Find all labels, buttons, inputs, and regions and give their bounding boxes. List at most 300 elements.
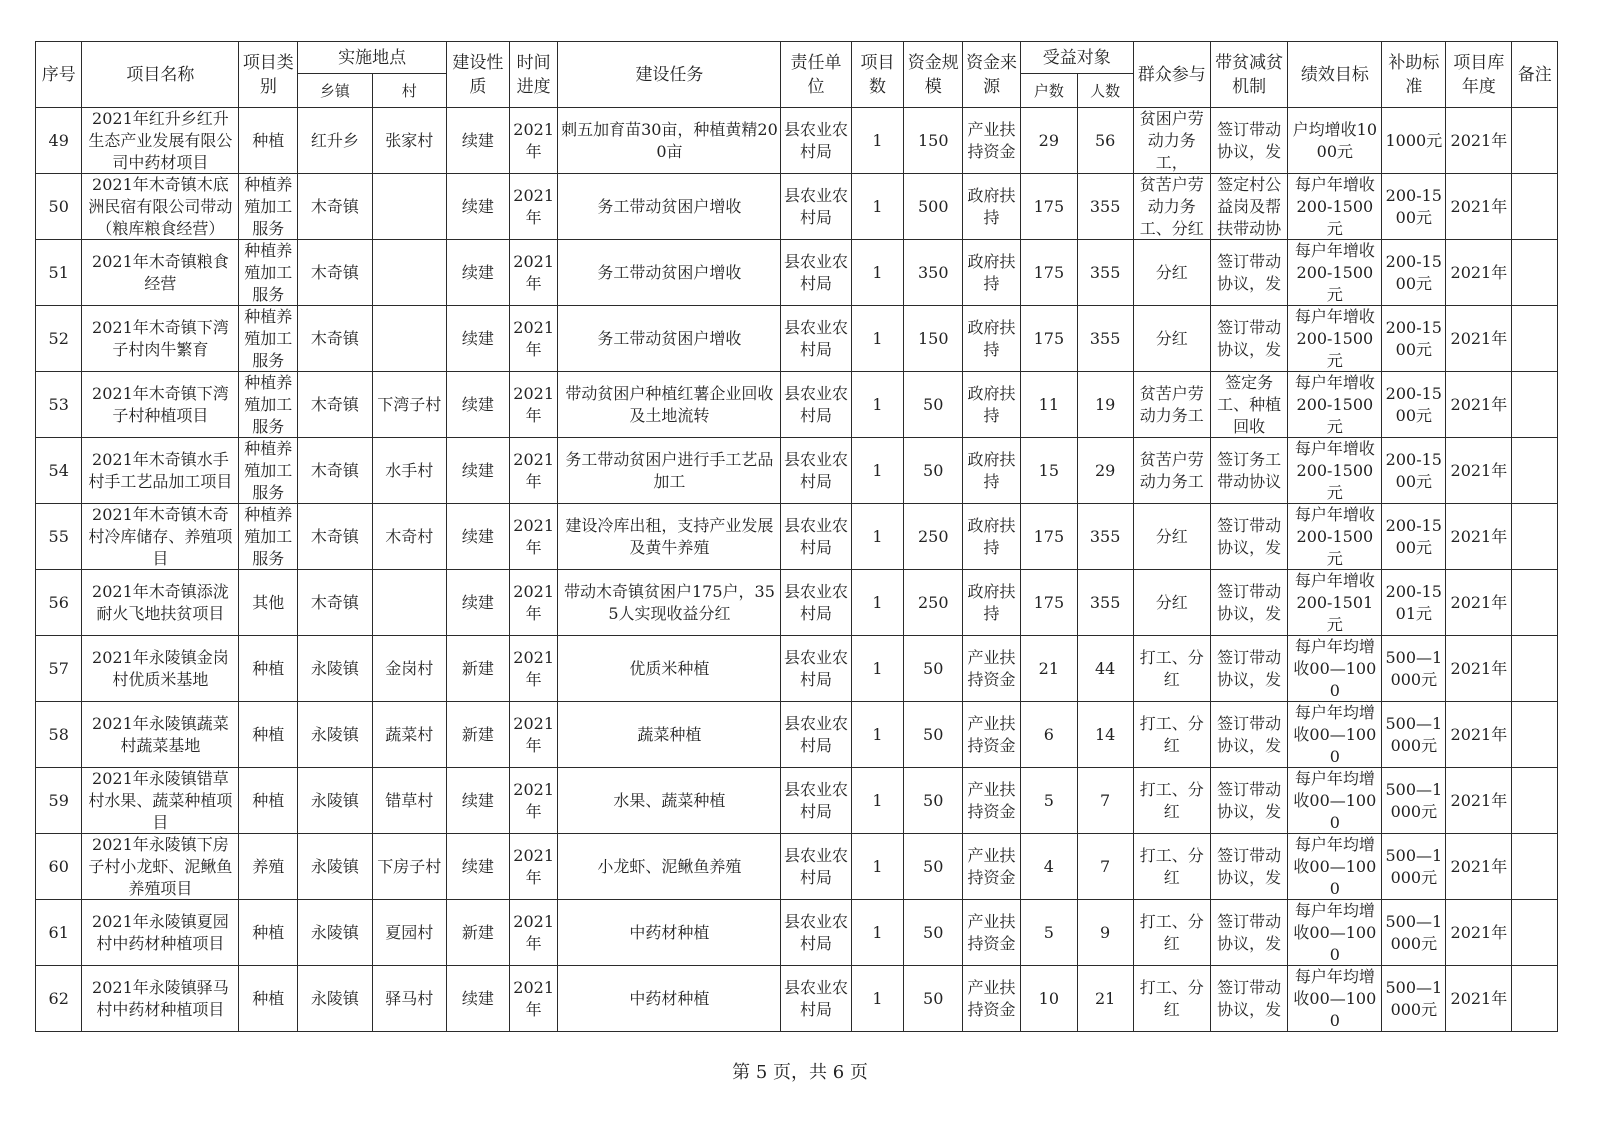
- cell-mechanism-text: 签订带动协议，发: [1217, 515, 1282, 557]
- cell-subsidy-text: 500—1000元: [1385, 911, 1443, 953]
- cell-mechanism-text: 签订带动协议，发: [1217, 911, 1282, 953]
- cell-subsidy-text: 200-1500元: [1385, 383, 1442, 425]
- cell-households: [1020, 570, 1077, 636]
- cell-year: [1446, 108, 1512, 174]
- cell-unit: [781, 240, 851, 306]
- cell-task-text: 建设冷库出租，支持产业发展及黄牛养殖: [565, 515, 774, 557]
- cell-participation-text: 打工、分红: [1139, 713, 1204, 755]
- cell-category: [239, 702, 298, 768]
- cell-task: [558, 966, 781, 1032]
- cell-village: [372, 174, 446, 240]
- cell-category-text: 种植: [252, 988, 285, 1008]
- table-row: [36, 900, 1558, 966]
- cell-nature: [446, 306, 509, 372]
- cell-category-text: 种植: [252, 130, 285, 150]
- cell-mechanism: [1210, 768, 1287, 834]
- cell-source-text: 产业扶持资金: [967, 713, 1016, 755]
- cell-people: [1077, 702, 1133, 768]
- cell-people: [1077, 636, 1133, 702]
- cell-nature-text: 新建: [461, 922, 494, 942]
- cell-seq: [36, 240, 82, 306]
- cell-source-text: 产业扶持资金: [967, 911, 1016, 953]
- cell-task-text: 刺五加育苗30亩，种植黄精200亩: [561, 119, 778, 161]
- cell-village: [372, 306, 446, 372]
- cell-remark: [1512, 900, 1558, 966]
- cell-people: [1077, 900, 1133, 966]
- cell-name-text: 2021年永陵镇金岗村优质米基地: [92, 647, 229, 689]
- cell-task-text: 优质米种植: [629, 658, 710, 678]
- cell-goal: [1288, 240, 1382, 306]
- cell-subsidy: [1382, 636, 1446, 702]
- cell-goal: [1288, 504, 1382, 570]
- cell-nature-text: 续建: [461, 328, 494, 348]
- cell-subsidy-text: 1000元: [1385, 130, 1443, 150]
- cell-goal-text: 每户年增收200-1500元: [1294, 241, 1375, 304]
- cell-people: [1077, 834, 1133, 900]
- cell-goal-text: 每户年增收200-1500元: [1294, 373, 1375, 436]
- cell-unit-text: 县农业农村局: [784, 185, 849, 227]
- cell-year-text: 2021年: [1450, 130, 1508, 150]
- header-remark: 备注: [1512, 42, 1558, 108]
- cell-remark: [1512, 834, 1558, 900]
- header-subsidy: 补助标准: [1382, 42, 1446, 108]
- cell-households-text: 6: [1043, 724, 1054, 744]
- cell-subsidy: [1382, 504, 1446, 570]
- cell-remark: [1512, 966, 1558, 1032]
- cell-unit-text: 县农业农村局: [784, 317, 849, 359]
- cell-source-text: 产业扶持资金: [967, 845, 1016, 887]
- cell-name-text: 2021年木奇镇木底洲民宿有限公司带动（粮库粮食经营）: [88, 175, 233, 238]
- cell-people: [1077, 768, 1133, 834]
- cell-source: [963, 438, 1021, 504]
- cell-town-text: 永陵镇: [310, 922, 359, 942]
- cell-name-text: 2021年木奇镇下湾子村种植项目: [92, 383, 229, 425]
- cell-task: [558, 108, 781, 174]
- cell-unit: [781, 438, 851, 504]
- cell-goal-text: 每户年均增收00—1000: [1293, 835, 1377, 898]
- cell-people-text: 9: [1100, 922, 1111, 942]
- cell-subsidy-text: 500—1000元: [1385, 713, 1443, 755]
- cell-goal-text: 每户年增收200-1500元: [1294, 175, 1375, 238]
- cell-village: [372, 438, 446, 504]
- cell-participation-text: 分红: [1155, 328, 1188, 348]
- cell-participation: [1133, 306, 1210, 372]
- cell-town-text: 永陵镇: [310, 988, 359, 1008]
- cell-households: [1020, 240, 1077, 306]
- cell-unit: [781, 702, 851, 768]
- cell-nature: [446, 768, 509, 834]
- cell-year-text: 2021年: [1450, 394, 1508, 414]
- cell-village-text: 夏园村: [385, 922, 434, 942]
- cell-participation: [1133, 768, 1210, 834]
- cell-schedule: [509, 306, 558, 372]
- cell-count-text: 1: [872, 592, 883, 612]
- cell-seq-text: 53: [48, 394, 69, 414]
- cell-participation: [1133, 900, 1210, 966]
- cell-count-text: 1: [872, 658, 883, 678]
- cell-nature: [446, 108, 509, 174]
- cell-village-text: 错草村: [385, 790, 434, 810]
- cell-nature: [446, 702, 509, 768]
- cell-seq: [36, 966, 82, 1032]
- cell-nature-text: 续建: [461, 394, 494, 414]
- cell-name: [82, 306, 239, 372]
- cell-source: [963, 174, 1021, 240]
- cell-subsidy-text: 200-1500元: [1385, 251, 1442, 293]
- cell-year: [1446, 768, 1512, 834]
- cell-nature-text: 续建: [461, 262, 494, 282]
- cell-town: [298, 702, 372, 768]
- cell-unit: [781, 108, 851, 174]
- header-schedule: 时间进度: [509, 42, 558, 108]
- cell-schedule: [509, 900, 558, 966]
- cell-source: [963, 372, 1021, 438]
- header-town: 乡镇: [298, 74, 372, 108]
- header-fund-source: 资金来源: [963, 42, 1021, 108]
- cell-seq-text: 58: [48, 724, 69, 744]
- cell-schedule-text: 2021年: [513, 647, 555, 689]
- cell-fund: [904, 834, 963, 900]
- cell-source-text: 产业扶持资金: [967, 977, 1016, 1019]
- cell-participation-text: 贫苦户劳动力务工、分红: [1139, 175, 1204, 238]
- cell-unit: [781, 768, 851, 834]
- cell-mechanism: [1210, 306, 1287, 372]
- cell-fund-text: 500: [917, 196, 949, 216]
- cell-category-text: 种植养殖加工服务: [244, 373, 293, 436]
- cell-goal: [1288, 372, 1382, 438]
- cell-count: [851, 108, 904, 174]
- cell-seq: [36, 636, 82, 702]
- cell-town: [298, 174, 372, 240]
- cell-subsidy-text: 200-1501元: [1385, 581, 1442, 623]
- cell-remark: [1512, 504, 1558, 570]
- cell-year: [1446, 306, 1512, 372]
- cell-task-text: 务工带动贫困户增收: [597, 328, 742, 348]
- cell-participation: [1133, 570, 1210, 636]
- cell-task-text: 带动木奇镇贫困户175户，355人实现收益分红: [563, 581, 775, 623]
- cell-nature: [446, 174, 509, 240]
- cell-schedule-text: 2021年: [513, 185, 555, 227]
- cell-village-text: 张家村: [385, 130, 434, 150]
- cell-fund-text: 350: [917, 262, 949, 282]
- cell-town-text: 木奇镇: [310, 526, 359, 546]
- cell-village: [372, 372, 446, 438]
- cell-fund-text: 50: [923, 988, 944, 1008]
- table-row: [36, 372, 1558, 438]
- cell-schedule-text: 2021年: [513, 581, 555, 623]
- cell-village: [372, 636, 446, 702]
- table-row: [36, 240, 1558, 306]
- cell-mechanism: [1210, 570, 1287, 636]
- cell-category: [239, 966, 298, 1032]
- cell-nature-text: 续建: [461, 790, 494, 810]
- cell-subsidy-text: 500—1000元: [1385, 977, 1443, 1019]
- cell-subsidy-text: 200-1500元: [1385, 449, 1442, 491]
- cell-participation-text: 分红: [1155, 592, 1188, 612]
- cell-seq: [36, 834, 82, 900]
- cell-subsidy-text: 500—1000元: [1385, 845, 1443, 887]
- table-row: [36, 504, 1558, 570]
- cell-category-text: 种植养殖加工服务: [244, 505, 293, 568]
- cell-remark: [1512, 174, 1558, 240]
- cell-people: [1077, 108, 1133, 174]
- cell-people: [1077, 504, 1133, 570]
- table-row: [36, 306, 1558, 372]
- cell-count: [851, 372, 904, 438]
- cell-nature-text: 续建: [461, 856, 494, 876]
- cell-source-text: 产业扶持资金: [967, 779, 1016, 821]
- cell-nature: [446, 570, 509, 636]
- cell-goal: [1288, 768, 1382, 834]
- cell-goal: [1288, 570, 1382, 636]
- cell-goal: [1288, 966, 1382, 1032]
- cell-count: [851, 834, 904, 900]
- cell-remark: [1512, 702, 1558, 768]
- cell-count: [851, 306, 904, 372]
- cell-participation: [1133, 834, 1210, 900]
- cell-households-text: 15: [1038, 460, 1060, 480]
- cell-subsidy-text: 200-1500元: [1385, 317, 1442, 359]
- cell-town-text: 木奇镇: [310, 460, 359, 480]
- cell-village: [372, 834, 446, 900]
- cell-fund: [904, 306, 963, 372]
- cell-category-text: 种植养殖加工服务: [244, 307, 293, 370]
- cell-unit: [781, 504, 851, 570]
- cell-households: [1020, 966, 1077, 1032]
- header-count: 项目数: [851, 42, 904, 108]
- cell-seq-text: 57: [48, 658, 69, 678]
- cell-town: [298, 240, 372, 306]
- cell-count: [851, 240, 904, 306]
- page-footer: 第 5 页，共 6 页: [732, 1062, 868, 1083]
- cell-village: [372, 504, 446, 570]
- cell-count: [851, 702, 904, 768]
- cell-goal: [1288, 636, 1382, 702]
- cell-schedule-text: 2021年: [513, 779, 555, 821]
- cell-category: [239, 504, 298, 570]
- cell-nature: [446, 900, 509, 966]
- cell-households-text: 175: [1033, 196, 1065, 216]
- cell-fund: [904, 702, 963, 768]
- cell-participation: [1133, 372, 1210, 438]
- cell-count-text: 1: [872, 196, 883, 216]
- cell-unit-text: 县农业农村局: [784, 845, 849, 887]
- cell-task: [558, 900, 781, 966]
- cell-category-text: 种植: [252, 922, 285, 942]
- cell-source: [963, 768, 1021, 834]
- cell-schedule: [509, 372, 558, 438]
- cell-count-text: 1: [872, 724, 883, 744]
- cell-goal-text: 每户年均增收00—1000: [1293, 901, 1377, 964]
- cell-participation: [1133, 636, 1210, 702]
- cell-name-text: 2021年永陵镇蔬菜村蔬菜基地: [92, 713, 229, 755]
- cell-task: [558, 768, 781, 834]
- cell-category-text: 种植养殖加工服务: [244, 439, 293, 502]
- cell-nature: [446, 966, 509, 1032]
- cell-fund: [904, 768, 963, 834]
- cell-village: [372, 900, 446, 966]
- cell-fund-text: 50: [923, 460, 944, 480]
- cell-participation-text: 打工、分红: [1139, 779, 1204, 821]
- cell-households: [1020, 834, 1077, 900]
- cell-participation: [1133, 504, 1210, 570]
- cell-task: [558, 438, 781, 504]
- cell-town: [298, 636, 372, 702]
- table-body: [36, 108, 1558, 1032]
- cell-nature: [446, 240, 509, 306]
- cell-households: [1020, 438, 1077, 504]
- cell-schedule-text: 2021年: [513, 251, 555, 293]
- cell-town-text: 木奇镇: [310, 592, 359, 612]
- cell-goal-text: 每户年增收200-1500元: [1294, 307, 1375, 370]
- cell-subsidy: [1382, 438, 1446, 504]
- cell-task: [558, 306, 781, 372]
- cell-fund-text: 50: [923, 394, 944, 414]
- cell-name: [82, 438, 239, 504]
- cell-fund: [904, 108, 963, 174]
- cell-source-text: 政府扶持: [967, 383, 1016, 425]
- cell-seq-text: 59: [48, 790, 69, 810]
- cell-unit: [781, 966, 851, 1032]
- cell-nature-text: 新建: [461, 724, 494, 744]
- cell-seq: [36, 174, 82, 240]
- cell-town-text: 永陵镇: [310, 856, 359, 876]
- cell-unit-text: 县农业农村局: [784, 515, 849, 557]
- cell-nature-text: 新建: [461, 658, 494, 678]
- cell-source-text: 产业扶持资金: [967, 119, 1016, 161]
- cell-town-text: 木奇镇: [310, 328, 359, 348]
- cell-town: [298, 504, 372, 570]
- cell-count-text: 1: [872, 394, 883, 414]
- header-fund-scale: 资金规模: [904, 42, 963, 108]
- cell-source: [963, 834, 1021, 900]
- cell-unit-text: 县农业农村局: [784, 779, 849, 821]
- cell-subsidy: [1382, 768, 1446, 834]
- cell-fund-text: 150: [917, 328, 949, 348]
- cell-source: [963, 108, 1021, 174]
- cell-source: [963, 636, 1021, 702]
- cell-category: [239, 108, 298, 174]
- cell-name: [82, 372, 239, 438]
- cell-households: [1020, 108, 1077, 174]
- cell-people-text: 56: [1094, 130, 1116, 150]
- cell-fund: [904, 240, 963, 306]
- cell-people-text: 44: [1094, 658, 1116, 678]
- cell-count: [851, 966, 904, 1032]
- cell-participation-text: 打工、分红: [1139, 647, 1204, 689]
- cell-task-text: 务工带动贫困户进行手工艺品加工: [565, 449, 774, 491]
- cell-schedule: [509, 834, 558, 900]
- header-seq: 序号: [36, 42, 82, 108]
- cell-unit: [781, 372, 851, 438]
- cell-schedule-text: 2021年: [513, 383, 555, 425]
- cell-year-text: 2021年: [1450, 196, 1508, 216]
- cell-people-text: 29: [1094, 460, 1116, 480]
- header-beneficiary: 受益对象: [1020, 42, 1133, 74]
- table-row: [36, 174, 1558, 240]
- cell-fund: [904, 372, 963, 438]
- cell-mechanism-text: 签订务工带动协议: [1217, 449, 1282, 491]
- cell-village-text: 下湾子村: [377, 394, 442, 414]
- cell-fund: [904, 438, 963, 504]
- cell-category-text: 种植: [252, 658, 285, 678]
- cell-seq: [36, 702, 82, 768]
- cell-seq: [36, 570, 82, 636]
- cell-year-text: 2021年: [1450, 460, 1508, 480]
- cell-goal-text: 每户年增收200-1501元: [1294, 571, 1375, 634]
- cell-task: [558, 372, 781, 438]
- cell-name: [82, 174, 239, 240]
- cell-village: [372, 966, 446, 1032]
- cell-category-text: 养殖: [252, 856, 285, 876]
- cell-mechanism: [1210, 174, 1287, 240]
- cell-year: [1446, 504, 1512, 570]
- cell-schedule-text: 2021年: [513, 119, 555, 161]
- cell-unit-text: 县农业农村局: [784, 911, 849, 953]
- cell-schedule-text: 2021年: [513, 317, 555, 359]
- cell-category: [239, 900, 298, 966]
- cell-people-text: 355: [1089, 526, 1121, 546]
- cell-unit: [781, 834, 851, 900]
- cell-year-text: 2021年: [1450, 262, 1508, 282]
- cell-households-text: 29: [1038, 130, 1060, 150]
- cell-fund-text: 50: [923, 724, 944, 744]
- cell-village-text: 金岗村: [385, 658, 434, 678]
- cell-name: [82, 900, 239, 966]
- cell-source-text: 政府扶持: [967, 317, 1016, 359]
- cell-task: [558, 504, 781, 570]
- cell-goal: [1288, 438, 1382, 504]
- cell-category: [239, 372, 298, 438]
- cell-source-text: 政府扶持: [967, 581, 1016, 623]
- cell-unit: [781, 570, 851, 636]
- cell-subsidy-text: 500—1000元: [1385, 647, 1443, 689]
- cell-households-text: 175: [1033, 526, 1065, 546]
- cell-fund-text: 150: [917, 130, 949, 150]
- cell-seq-text: 56: [48, 592, 69, 612]
- cell-seq: [36, 306, 82, 372]
- cell-source-text: 政府扶持: [967, 185, 1016, 227]
- cell-name-text: 2021年永陵镇错草村水果、蔬菜种植项目: [88, 769, 233, 832]
- table-row: [36, 834, 1558, 900]
- cell-name-text: 2021年木奇镇粮食经营: [92, 251, 229, 293]
- cell-goal: [1288, 900, 1382, 966]
- cell-participation-text: 分红: [1155, 526, 1188, 546]
- cell-unit-text: 县农业农村局: [784, 977, 849, 1019]
- cell-village-text: 蔬菜村: [385, 724, 434, 744]
- cell-source: [963, 240, 1021, 306]
- cell-category-text: 种植: [252, 790, 285, 810]
- cell-people-text: 7: [1100, 790, 1111, 810]
- cell-count: [851, 636, 904, 702]
- cell-village-text: 下房子村: [377, 856, 442, 876]
- cell-subsidy: [1382, 306, 1446, 372]
- cell-mechanism-text: 签订带动协议，发: [1217, 647, 1282, 689]
- cell-people-text: 14: [1094, 724, 1116, 744]
- cell-nature-text: 续建: [461, 130, 494, 150]
- cell-town-text: 木奇镇: [310, 262, 359, 282]
- cell-count: [851, 174, 904, 240]
- cell-year: [1446, 570, 1512, 636]
- cell-schedule: [509, 174, 558, 240]
- cell-households: [1020, 174, 1077, 240]
- cell-town: [298, 108, 372, 174]
- cell-households-text: 175: [1033, 262, 1065, 282]
- cell-fund: [904, 900, 963, 966]
- cell-source: [963, 966, 1021, 1032]
- cell-schedule: [509, 702, 558, 768]
- cell-town: [298, 570, 372, 636]
